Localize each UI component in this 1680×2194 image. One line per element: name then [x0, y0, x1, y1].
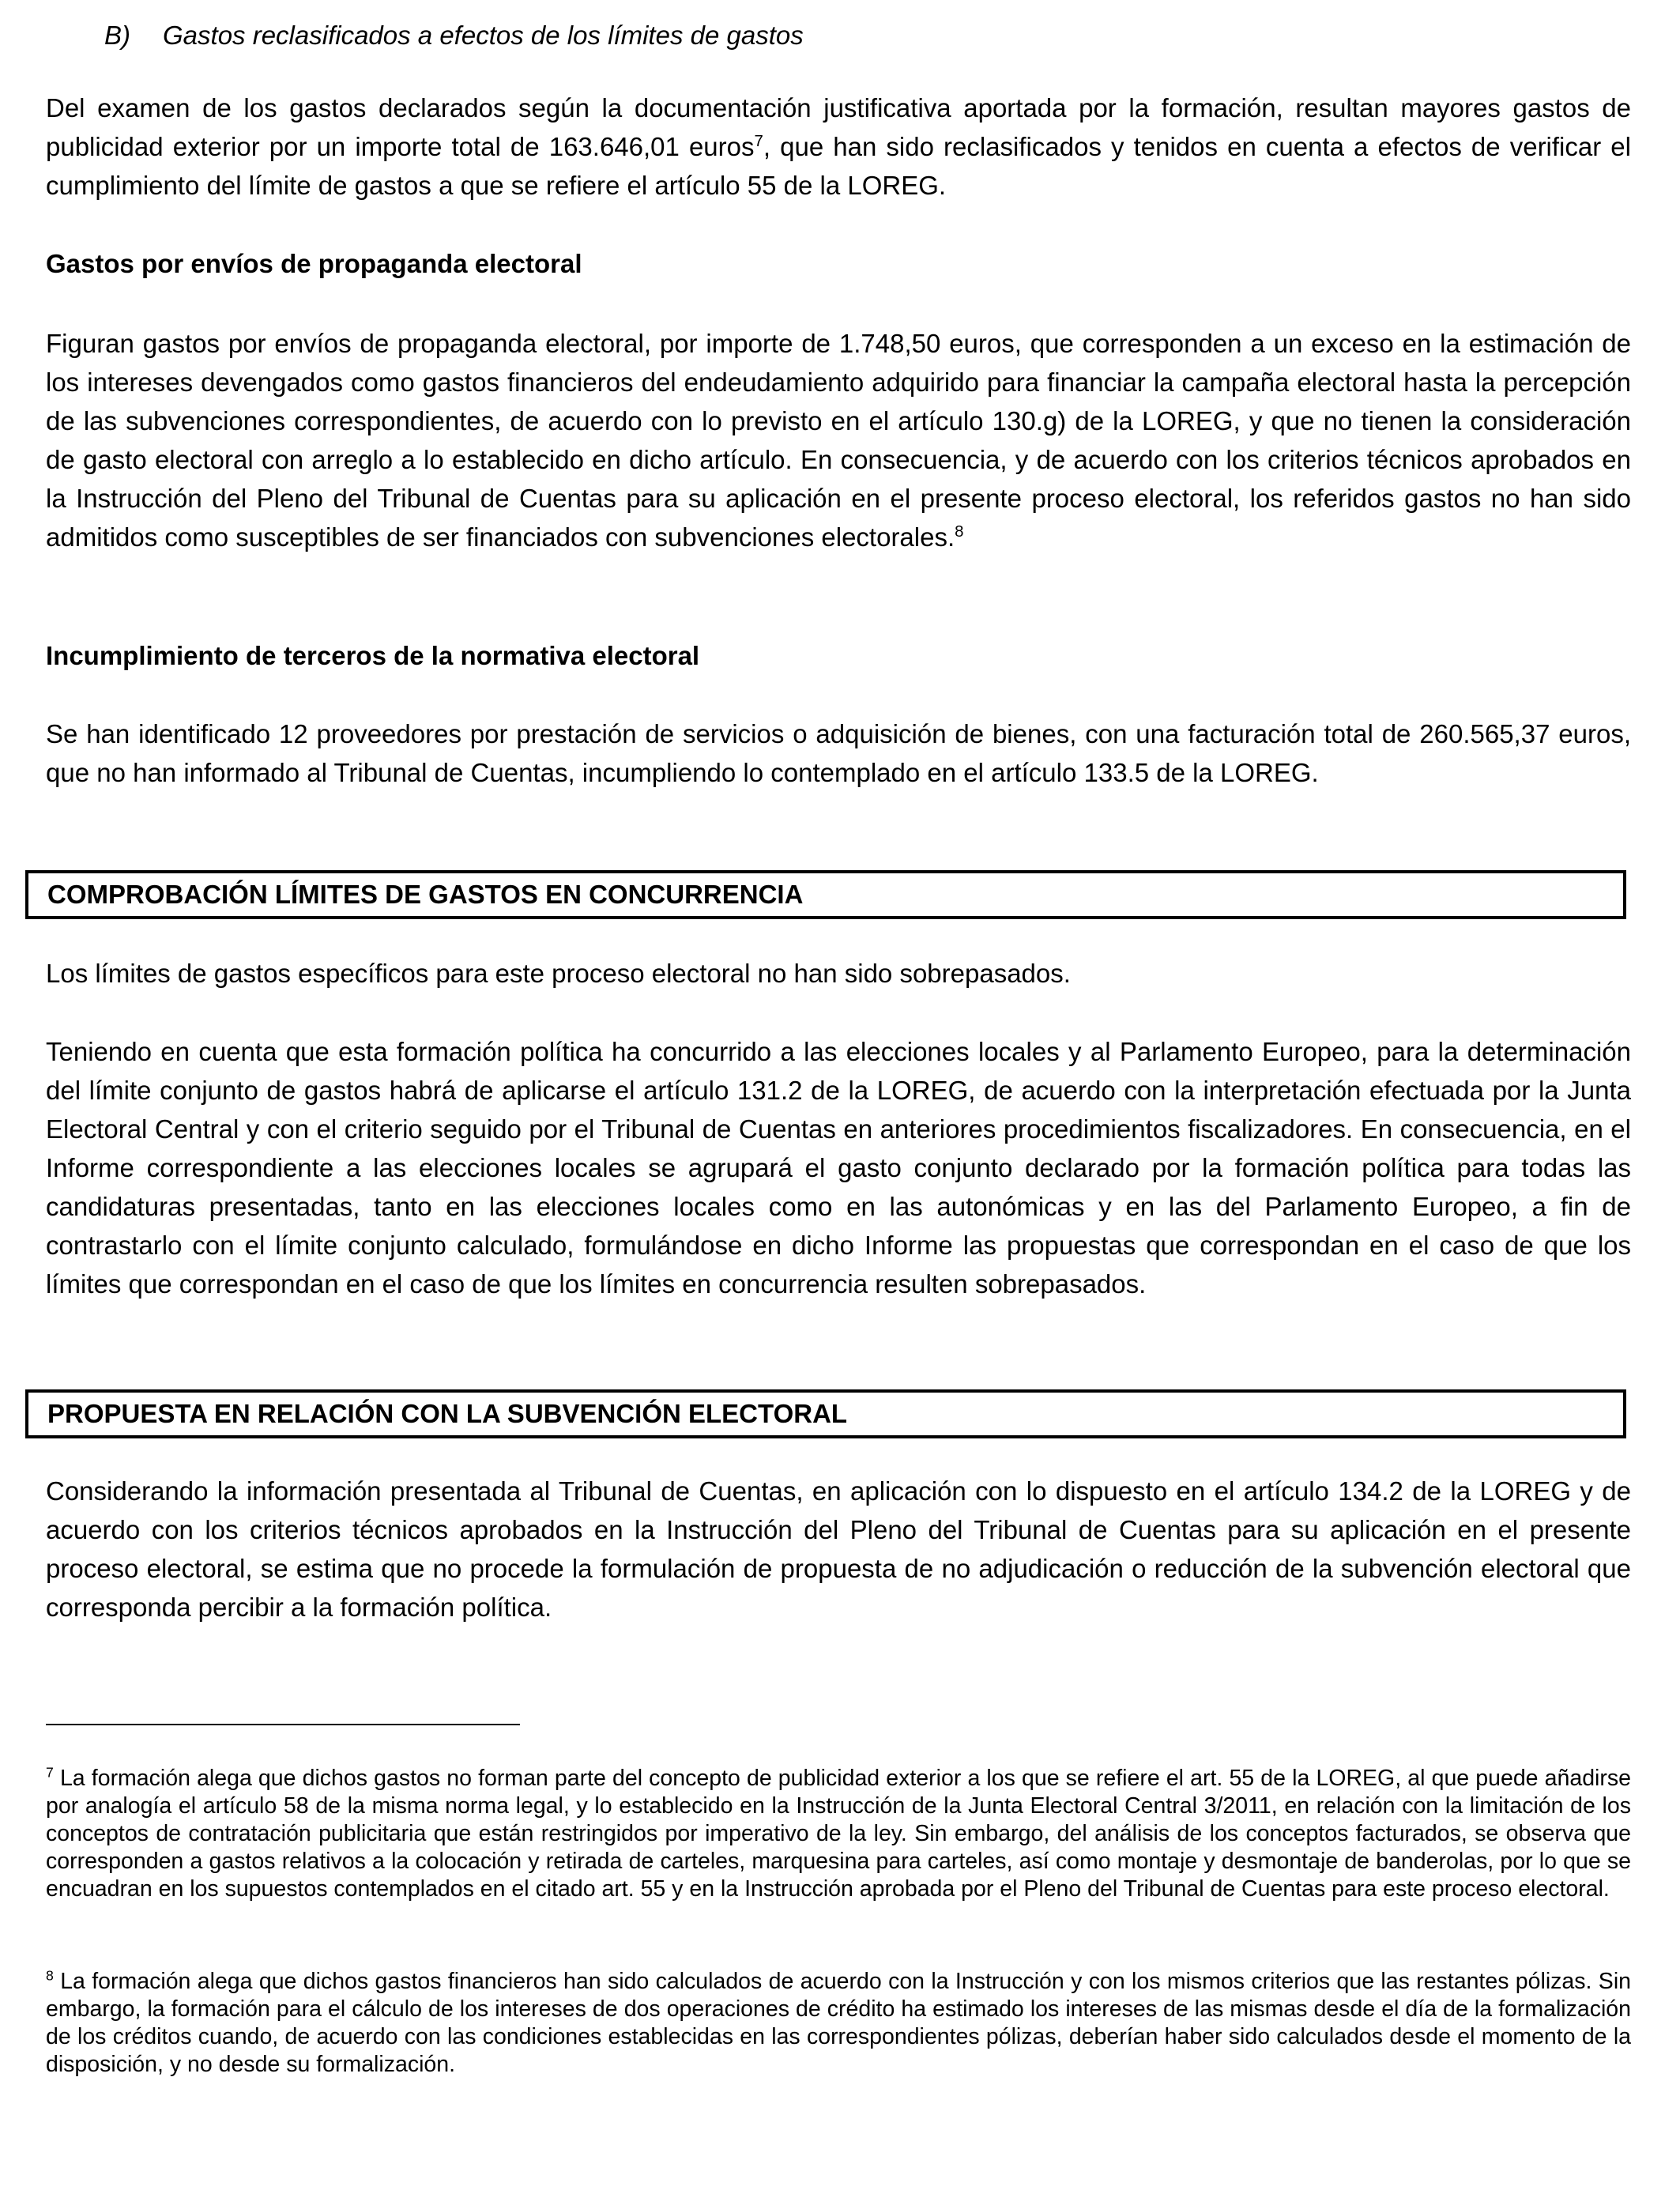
section-box-propuesta-subvencion: PROPUESTA EN RELACIÓN CON LA SUBVENCIÓN ELECTORAL — [25, 1389, 1626, 1438]
section-box-limites-concurrencia: COMPROBACIÓN LÍMITES DE GASTOS EN CONCURRENCIA — [25, 870, 1626, 919]
footnote-8-number: 8 — [46, 1967, 54, 1984]
paragraph-limite-conjunto: Teniendo en cuenta que esta formación política ha concurrido a las elecciones locales y al Parlamento Europeo, para la determinación del límite conjunto de gastos habrá de aplicarse el artículo 131.2 de la LOREG, de acuerdo con la interpretación efectuada por la Junta Electoral Central y con el criterio seguido por el Tribunal de Cuentas en anteriores procedimientos fiscalizadores. En consecuencia, en el Informe correspondiente a las elecciones locales se agrupará el gasto conjunto declarado por la formación política para todas las candidaturas presentadas, tanto en las elecciones locales como en las autonómicas y en las del Parlamento Europeo, a fin de contrastarlo con el límite conjunto calculado, formulándose en dicho Informe las propuestas que correspondan en el caso de que los límites que correspondan en el caso de que los límites en concurrencia resulten sobrepasados. — [46, 1037, 1631, 1299]
footnote-ref-7[interactable]: 7 — [754, 132, 763, 150]
footnote-8-text: La formación alega que dichos gastos financieros han sido calculados de acuerdo con la Instrucción y con los mismos criterios que las restantes pólizas. Sin embargo, la formación para el cálculo de los intereses de dos operaciones de crédito ha estimado los intereses de las mismas desde el día de la formalización de los créditos cuando, de acuerdo con las condiciones establecidas en las correspondientes pólizas, deberían haber sido calculados desde el momento de la disposición, y no desde su formalización. — [46, 1969, 1631, 2077]
heading-incumplimiento-terceros: Incumplimiento de terceros de la normativa electoral — [46, 641, 700, 670]
heading-envios-propaganda: Gastos por envíos de propaganda electoral — [46, 249, 582, 278]
footnote-8 — [46, 1968, 1631, 2079]
paragraph-reclasificados — [46, 89, 1631, 205]
footnote-7 — [46, 1765, 1631, 1903]
section-b-title: Gastos reclasificados a efectos de los límites de gastos — [163, 21, 804, 50]
footnote-7-text: La formación alega que dichos gastos no forman parte del concepto de publicidad exterior a los que se refiere el art. 55 de la LOREG, al que puede añadirse por analogía el artículo 58 de la misma norma legal, y lo establecido en la Instrucción de la Junta Electoral Central 3/2011, en relación con la limitación de los conceptos de contratación publicitaria que están restringidos por imperativo de la ley. Sin embargo, del análisis de los conceptos facturados, se observa que corresponden a gastos relativos a la colocación y retirada de carteles, marquesina para carteles, así como montaje y desmontaje de banderolas, por lo que se encuadran en los supuestos contemplados en el citado art. 55 y en la Instrucción aprobada por el Pleno del Tribunal de Cuentas para este proceso electoral. — [46, 1766, 1631, 1902]
paragraph-reclasificados-text-1: Del examen de los gastos declarados según la documentación justificativa aportada por la formación, resultan mayores gastos de publicidad exterior por un importe total de 163.646,01 euros — [46, 93, 1631, 161]
footnote-ref-8[interactable]: 8 — [955, 522, 964, 541]
paragraph-envios-text: Figuran gastos por envíos de propaganda electoral, por importe de 1.748,50 euros, que corresponden a un exceso en la estimación de los intereses devengados como gastos financieros del endeudamiento adquirido para financiar la campaña electoral hasta la percepción de las subvenciones correspondientes, de acuerdo con lo previsto en el artículo 130.g) de la LOREG, y que no tienen la consideración de gasto electoral con arreglo a lo establecido en dicho artículo. En consecuencia, y de acuerdo con los criterios técnicos aprobados en la Instrucción del Pleno del Tribunal de Cuentas para su aplicación en el presente proceso electoral, los referidos gastos no han sido admitidos como susceptibles de ser financiados con subvenciones electorales. — [46, 329, 1631, 552]
section-b-letter: B) — [104, 21, 130, 50]
paragraph-propuesta-subvencion: Considerando la información presentada al Tribunal de Cuentas, en aplicación con lo dispuesto en el artículo 134.2 de la LOREG y de acuerdo con los criterios técnicos aprobados en la Instrucción del Pleno del Tribunal de Cuentas para su aplicación en el presente proceso electoral, se estima que no procede la formulación de propuesta de no adjudicación o reducción de la subvención electoral que corresponda percibir a la formación política. — [46, 1476, 1631, 1622]
paragraph-envios-propaganda — [46, 324, 1631, 556]
paragraph-incumplimiento-terceros: Se han identificado 12 proveedores por prestación de servicios o adquisición de bienes, con una facturación total de 260.565,37 euros, que no han informado al Tribunal de Cuentas, incumpliendo lo contemplado en el artículo 133.5 de la LOREG. — [46, 719, 1631, 787]
paragraph-reclasificados-text-2: , que han sido reclasificados y tenidos en cuenta a efectos de verificar el cumplimiento del límite de gastos a que se refiere el artículo 55 de la LOREG. — [46, 132, 1631, 200]
paragraph-limites-no-sobrepasados: Los límites de gastos específicos para este proceso electoral no han sido sobrepasados. — [46, 959, 1071, 988]
section-b-heading — [104, 16, 804, 55]
footnote-7-number: 7 — [46, 1764, 54, 1781]
footnote-separator — [46, 1724, 520, 1725]
